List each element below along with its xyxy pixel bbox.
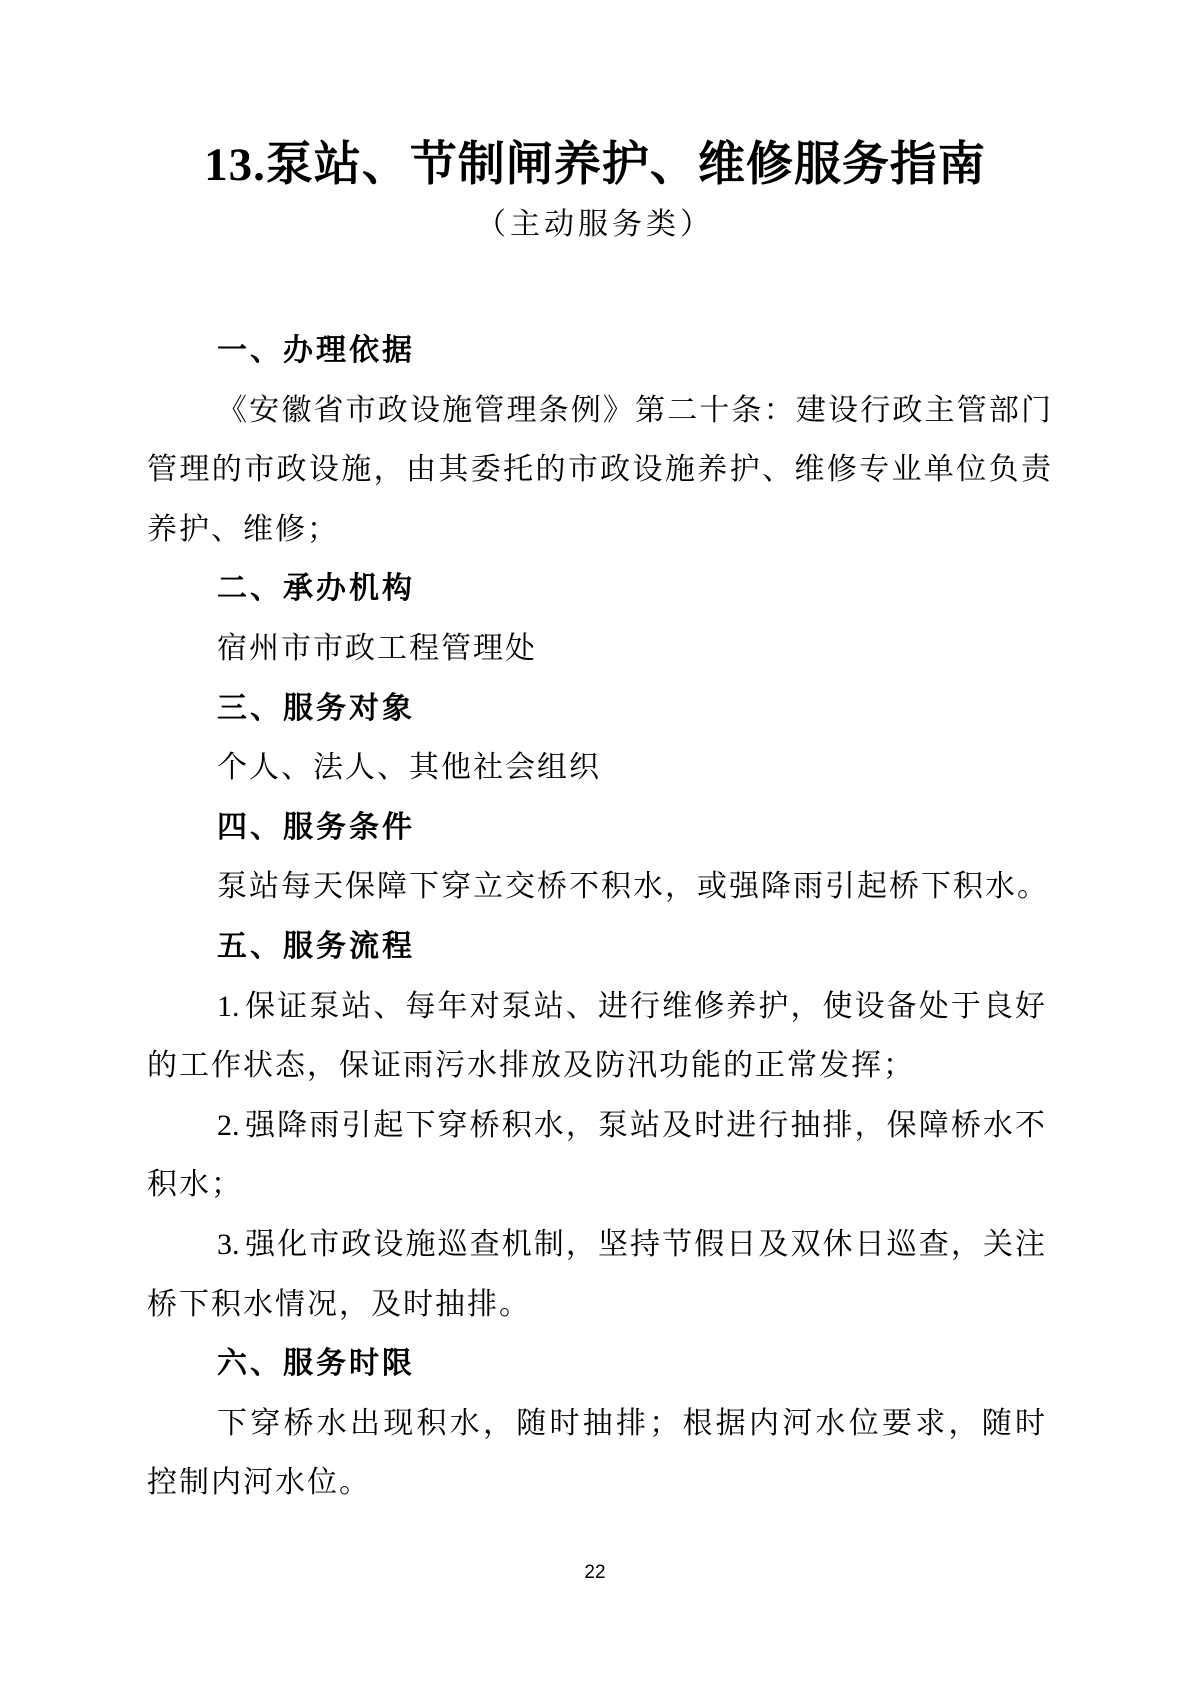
paragraph: 宿州市市政工程管理处 [217,631,537,665]
list-item [147,1215,1047,1334]
page-title: 13.泵站、节制闸养护、维修服务指南 [204,139,986,191]
list-item [147,1096,1047,1215]
list-item-number: 2. [217,1108,240,1142]
section-heading-5: 五、服务流程 [217,929,415,963]
section-heading-1: 一、办理依据 [217,334,415,367]
paragraph: 泵站每天保障下穿立交桥不积水，或强降雨引起桥下积水。 [217,870,1049,904]
section-heading-4: 四、服务条件 [217,810,415,844]
section-heading-2: 二、承办机构 [217,572,415,606]
paragraph: 个人、法人、其他社会组织 [217,751,601,785]
document-body [147,321,1053,1513]
list-item [147,977,1047,1096]
list-item-text: 强降雨引起下穿桥积水，泵站及时进行抽排，保障桥水不积水； [147,1108,1047,1202]
list-item-number: 1. [217,989,240,1023]
section-heading-6: 六、服务时限 [217,1347,415,1381]
paragraph: 《安徽省市政设施管理条例》第二十条：建设行政主管部门管理的市政设施，由其委托的市政设施养护、维修专业单位负责养护、维修； [147,393,1053,546]
page-subtitle: （主动服务类） [476,208,714,241]
paragraph: 下穿桥水出现积水，随时抽排；根据内河水位要求，随时控制内河水位。 [147,1406,1047,1500]
section-heading-3: 三、服务对象 [217,691,415,725]
list-item-text: 强化市政设施巡查机制，坚持节假日及双休日巡查，关注桥下积水情况，及时抽排。 [147,1227,1047,1321]
list-item-text: 保证泵站、每年对泵站、进行维修养护，使设备处于良好的工作状态，保证雨污水排放及防汛功能的正常发挥； [147,989,1047,1083]
list-item-number: 3. [217,1227,240,1261]
page-number: 22 [584,1562,606,1583]
